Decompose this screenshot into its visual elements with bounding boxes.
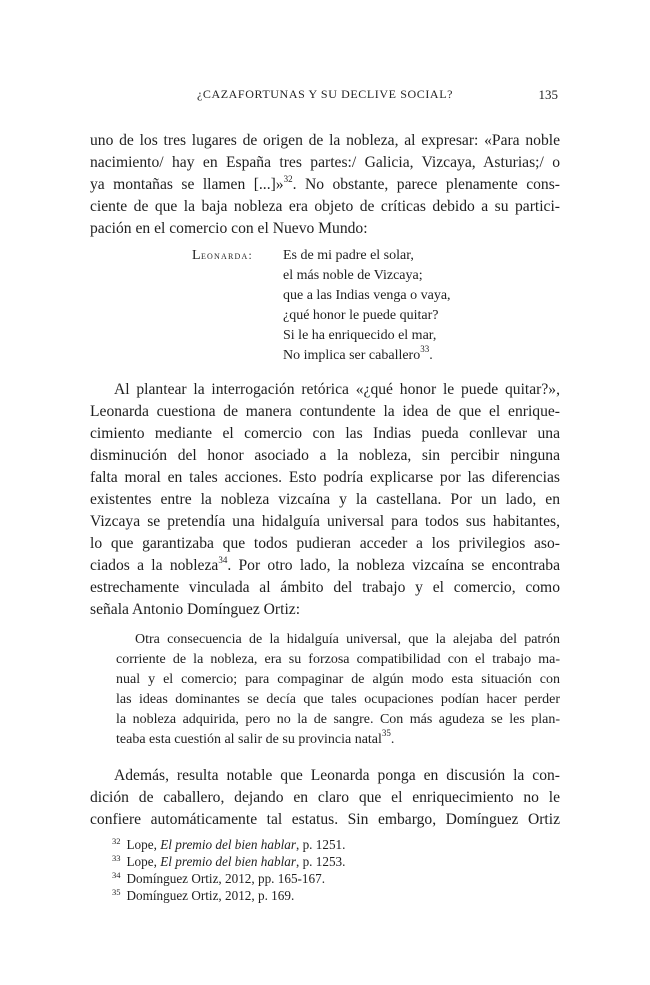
verse-speaker [192, 246, 253, 266]
footnote-page: , p. 1253. [295, 854, 346, 869]
quote-end-punct: . [390, 732, 395, 747]
footnote-35 [112, 887, 294, 905]
verse-speaker-rest: eonarda: [200, 250, 253, 262]
para2-line-4: disminución del honor asociado a la nobleza, sin percibir ninguna [90, 447, 560, 464]
quote-line-6 [116, 730, 560, 750]
footnote-ref-34[interactable]: 34 [218, 554, 228, 565]
quote-line-2: corriente de la nobleza, era su forzosa compatibilidad con el trabajo ma- [116, 652, 560, 667]
para3-line-1: Además, resulta notable que Leonarda ponga en discusión la con- [114, 767, 560, 784]
footnote-ref-32[interactable]: 32 [283, 173, 293, 184]
para1-line-2: nacimiento/ hay en España tres partes:/ Galicia, Vizcaya, Asturias;/ o [90, 154, 560, 171]
para2-line-7: Vizcaya se pretendía una hidalguía universal para todos sus habitantes, [90, 513, 560, 530]
para2-line-6: existentes entre la nobleza vizcaína y la castellana. Por un lado, en [90, 491, 560, 508]
quote-line-4: las ideas dominantes se decía que tales ocupaciones podían hacer perder [116, 692, 560, 707]
verse-line-2: el más noble de Vizcaya; [283, 268, 423, 283]
para2-line-11: señala Antonio Domínguez Ortiz: [90, 601, 301, 618]
para1-line-4: ciente de que la baja nobleza era objeto de críticas debido a su partici- [90, 198, 560, 215]
para2-line-3: cimiento mediante el comercio con las Indias pueda conllevar una [90, 425, 560, 442]
footnote-ref-33[interactable]: 33 [420, 344, 430, 355]
quote-line-3: nual y el comercio; para compaginar de algún modo esta situación con [116, 672, 560, 687]
verse-speaker-initial: L [192, 248, 201, 263]
footnote-number: 35 [112, 887, 121, 897]
para2-line-9 [90, 555, 560, 577]
verse-line-6-text: No implica ser caballero [283, 348, 421, 363]
verse-line-3: que a las Indias venga o vaya, [283, 288, 451, 303]
quote-line-5: la nobleza adquirida, pero no la de sangre. Con más agudeza se les plan- [116, 712, 560, 727]
footnote-author: Lope, [126, 837, 161, 852]
quote-line-6-text: teaba esta cuestión al salir de su provincia natal [116, 732, 382, 747]
para2-line-9-a: ciados a la nobleza [90, 557, 219, 574]
footnote-32 [112, 836, 345, 854]
footnote-33 [112, 853, 345, 871]
footnote-author: Lope, [126, 854, 161, 869]
para2-line-9-b: . Por otro lado, la nobleza vizcaína se encontraba [227, 557, 561, 574]
para1-line-1: uno de los tres lugares de origen de la nobleza, al expresar: «Para noble [90, 132, 560, 149]
verse-end-punct: . [429, 348, 433, 363]
verse-line-5: Si le ha enriquecido el mar, [283, 328, 437, 343]
footnote-title: El premio del bien hablar [160, 837, 296, 852]
para1-line-3-a: ya montañas se llamen [...]» [90, 176, 284, 193]
footnote-text: Domínguez Ortiz, 2012, p. 169. [126, 888, 295, 903]
footnote-title: El premio del bien hablar [160, 854, 296, 869]
running-title: ¿CAZAFORTUNAS Y SU DECLIVE SOCIAL? [196, 87, 454, 101]
verse-line-4: ¿qué honor le puede quitar? [283, 308, 439, 323]
para1-line-3-b: . No obstante, parece plenamente cons- [292, 176, 560, 193]
para2-line-1: Al plantear la interrogación retórica «¿qué honor le puede quitar?», [114, 381, 560, 398]
verse-line-1: Es de mi padre el solar, [283, 248, 414, 263]
footnote-number: 34 [112, 870, 121, 880]
para2-line-10: estrechamente vinculada al ámbito del trabajo y el comercio, como [90, 579, 560, 596]
para2-line-2: Leonarda cuestiona de manera contundente la idea de que el enrique- [90, 403, 560, 420]
para2-line-5: falta moral en tales acciones. Esto podría explicarse por las diferencias [90, 469, 560, 486]
verse-line-6 [283, 346, 563, 366]
para2-line-8: lo que garantizaba que todos pudieran acceder a los privilegios aso- [90, 535, 560, 552]
para1-line-5: pación en el comercio con el Nuevo Mundo: [90, 220, 368, 237]
para3-line-3: confiere automáticamente tal estatus. Sin embargo, Domínguez Ortiz [90, 811, 560, 828]
footnote-34 [112, 870, 325, 888]
footnote-number: 33 [112, 853, 121, 863]
footnote-text: Domínguez Ortiz, 2012, pp. 165-167. [126, 871, 326, 886]
quote-line-1: Otra consecuencia de la hidalguía universal, que la alejaba del patrón [135, 632, 560, 647]
running-header [90, 87, 560, 105]
footnote-ref-35[interactable]: 35 [381, 728, 391, 739]
page-number: 135 [538, 87, 558, 102]
para1-line-3 [90, 174, 560, 196]
footnote-page: , p. 1251. [295, 837, 346, 852]
footnote-number: 32 [112, 836, 121, 846]
para3-line-2: dición de caballero, dejando en claro que el enriquecimiento no le [90, 789, 560, 806]
